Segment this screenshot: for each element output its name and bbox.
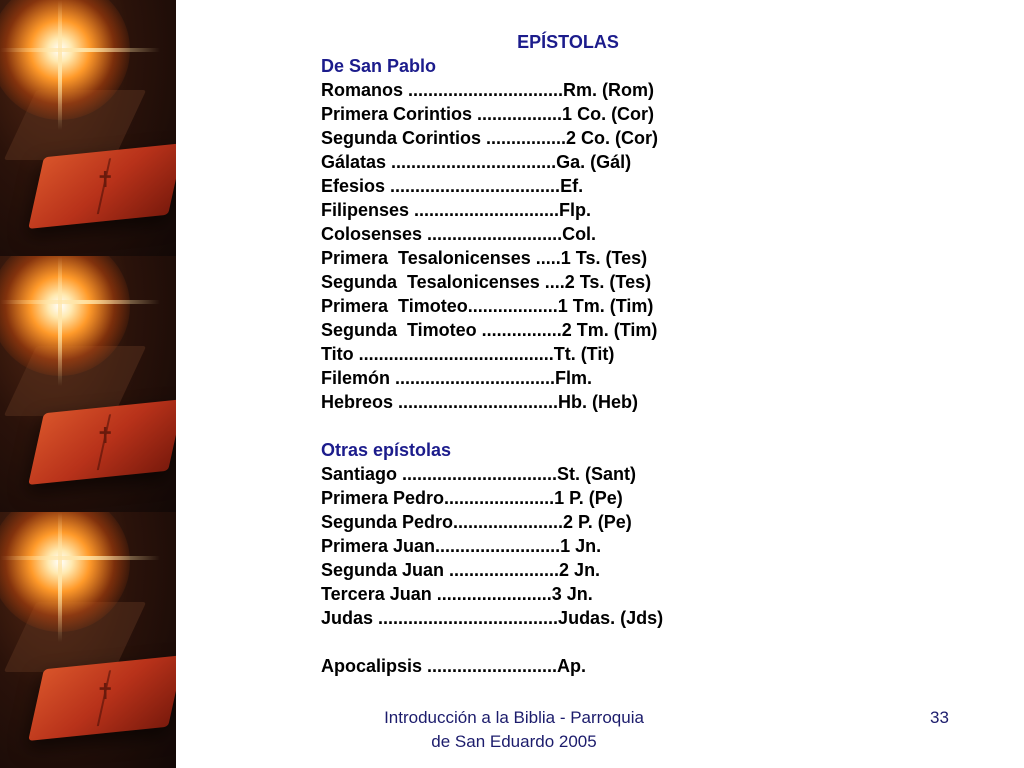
list-item: Judas ....................................Judas. (Jds) <box>321 608 664 628</box>
list-item: Primera Timoteo..................1 Tm. (Tim) <box>321 296 654 316</box>
list-item: Segunda Corintios ................2 Co. (Cor) <box>321 128 659 148</box>
list-item: Tercera Juan .......................3 Jn. <box>321 584 593 604</box>
section-title-san-pablo: De San Pablo <box>321 56 437 76</box>
list-item: Segunda Pedro......................2 P. (Pe) <box>321 512 632 532</box>
list-item: Segunda Timoteo ................2 Tm. (Tim) <box>321 320 658 340</box>
list-item: Segunda Tesalonicenses ....2 Ts. (Tes) <box>321 272 652 292</box>
list-item: Colosenses ...........................Col. <box>321 224 597 244</box>
otras-epistolas-list <box>321 462 841 630</box>
candle-bible-image-2: ✝ <box>0 256 176 512</box>
apocalipsis-line: Apocalipsis ..........................Ap. <box>321 656 587 676</box>
san-pablo-list <box>321 78 841 414</box>
slide-heading: EPÍSTOLAS <box>517 32 619 52</box>
list-item: Hebreos ................................Hb. (Heb) <box>321 392 639 412</box>
list-item: Primera Corintios .................1 Co. (Cor) <box>321 104 655 124</box>
page-number: 33 <box>930 708 949 727</box>
spacer <box>321 414 841 438</box>
list-item: Efesios ..................................Ef. <box>321 176 584 196</box>
section-title-otras-epistolas: Otras epístolas <box>321 440 452 460</box>
slide-footer <box>356 706 672 754</box>
list-item: Primera Tesalonicenses .....1 Ts. (Tes) <box>321 248 648 268</box>
candle-bible-image-1: ✝ <box>0 0 176 256</box>
list-item: Primera Pedro......................1 P. (Pe) <box>321 488 623 508</box>
list-item: Segunda Juan ......................2 Jn. <box>321 560 601 580</box>
list-item: Filipenses .............................Flp. <box>321 200 592 220</box>
spacer <box>321 630 841 654</box>
footer-line-2: de San Eduardo 2005 <box>431 732 597 751</box>
list-item: Romanos ...............................Rm. (Rom) <box>321 80 655 100</box>
list-item: Filemón ................................Flm. <box>321 368 593 388</box>
slide-content <box>321 30 841 678</box>
candle-bible-image-3: ✝ <box>0 512 176 768</box>
list-item: Gálatas .................................Ga. (Gál) <box>321 152 632 172</box>
list-item: Primera Juan.........................1 Jn. <box>321 536 602 556</box>
list-item: Santiago ...............................St. (Sant) <box>321 464 637 484</box>
footer-line-1: Introducción a la Biblia - Parroquia <box>384 708 644 727</box>
list-item: Tito .......................................Tt. (Tit) <box>321 344 615 364</box>
decorative-image-strip <box>0 0 176 768</box>
